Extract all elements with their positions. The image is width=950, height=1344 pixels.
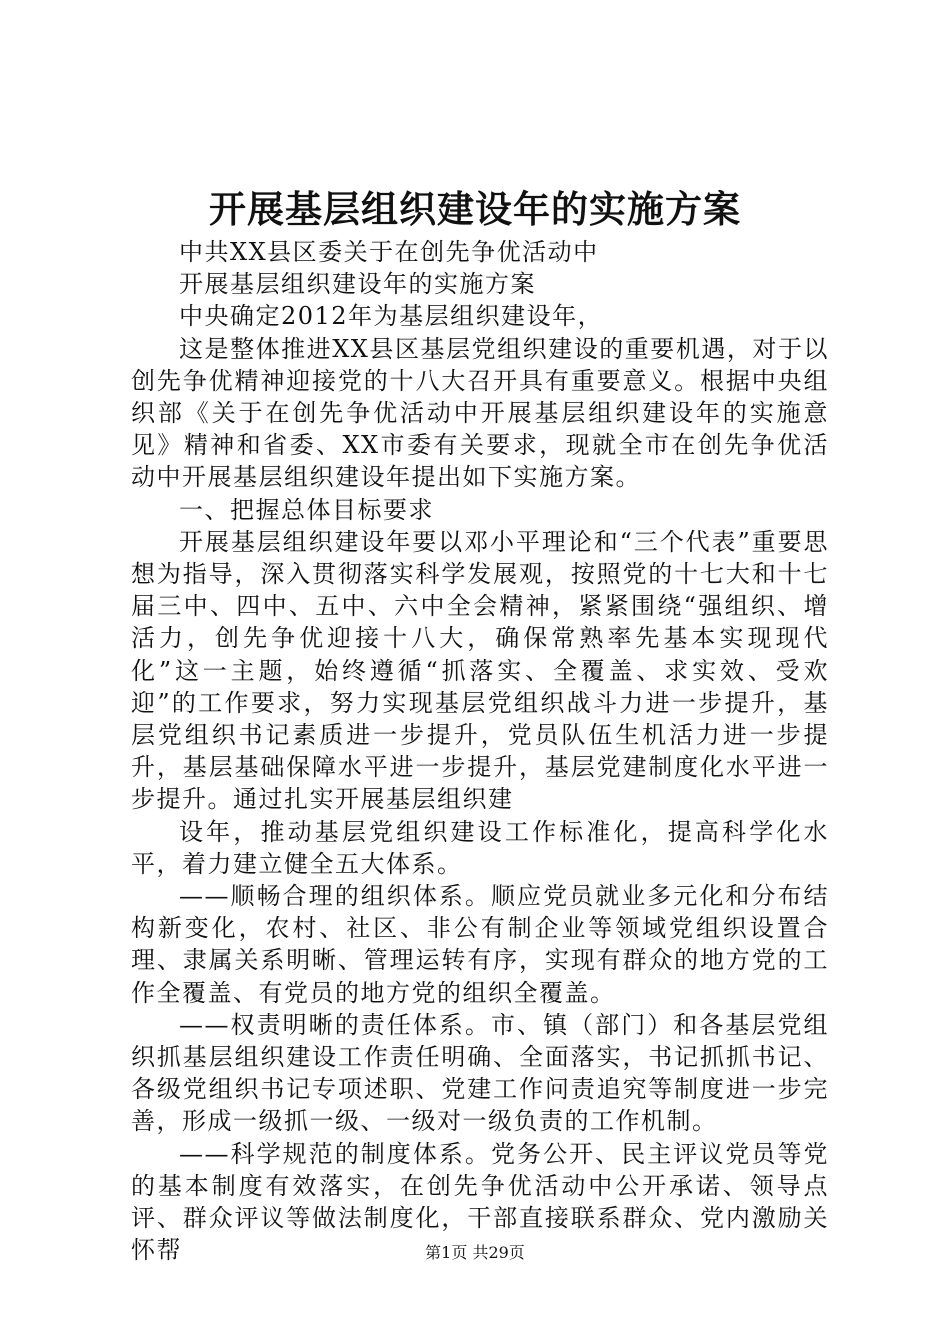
paragraph-institution-system: ——科学规范的制度体系。党务公开、民主评议党员等党的基本制度有效落实，在创先争优活动中公开承诺、领导点评、群众评议等做法制度化，干部直接联系群众、党内激励关怀帮 (131, 1139, 829, 1265)
paragraph-heading-line-1: 中共XX县区委关于在创先争优活动中 (179, 238, 599, 266)
section-heading-1: 一、把握总体目标要求 (179, 495, 434, 524)
paragraph-goals-continued: 设年，推动基层党组织建设工作标准化，提高科学化水平，着力建立健全五大体系。 (131, 817, 829, 878)
paragraph-organization-system: ——顺畅合理的组织体系。顺应党员就业多元化和分布结构新变化，农村、社区、非公有制企业等领域党组织设置合理、隶属关系明晰、管理运转有序，实现有群众的地方党的工作全覆盖、有党员的地方党的组织全覆盖。 (131, 882, 829, 1007)
paragraph-intro-line: 中央确定2012年为基层组织建设年， (179, 302, 604, 331)
paragraph-responsibility-system: ——权责明晰的责任体系。市、镇（部门）和各基层党组织抓基层组织建设工作责任明确、全面落实，书记抓抓书记、各级党组织书记专项述职、党建工作问责追究等制度进一步完善，形成一级抓一级、一级对一级负责的工作机制。 (131, 1010, 829, 1136)
document-body (131, 236, 829, 1267)
document-title: 开展基层组织建设年的实施方案 (209, 187, 741, 231)
paragraph-heading-line-2: 开展基层组织建设年的实施方案 (179, 270, 536, 299)
paragraph-intro-body: 这是整体推进XX县区基层党组织建设的重要机遇，对于以创先争优精神迎接党的十八大召开具有重要意义。根据中央组织部《关于在创先争优活动中开展基层组织建设年的实施意见》精神和省委、XX市委有关要求，现就全市在创先争优活动中开展基层组织建设年提出如下实施方案。 (131, 334, 829, 492)
paragraph-goals: 开展基层组织建设年要以邓小平理论和“三个代表”重要思想为指导，深入贯彻落实科学发展观，按照党的十七大和十七届三中、四中、五中、六中全会精神，紧紧围绕“强组织、增活力，创先争优迎接十八大，确保常熟率先基本实现现代化”这一主题，始终遵循“抓落实、全覆盖、求实效、受欢迎”的工作要求，努力实现基层党组织战斗力进一步提升，基层党组织书记素质进一步提升，党员队伍生机活力进一步提升，基层基础保障水平进一步提升，基层党建制度化水平进一步提升。通过扎实开展基层组织建 (131, 527, 829, 814)
page-number-footer: 第1页 共29页 (425, 1243, 525, 1262)
